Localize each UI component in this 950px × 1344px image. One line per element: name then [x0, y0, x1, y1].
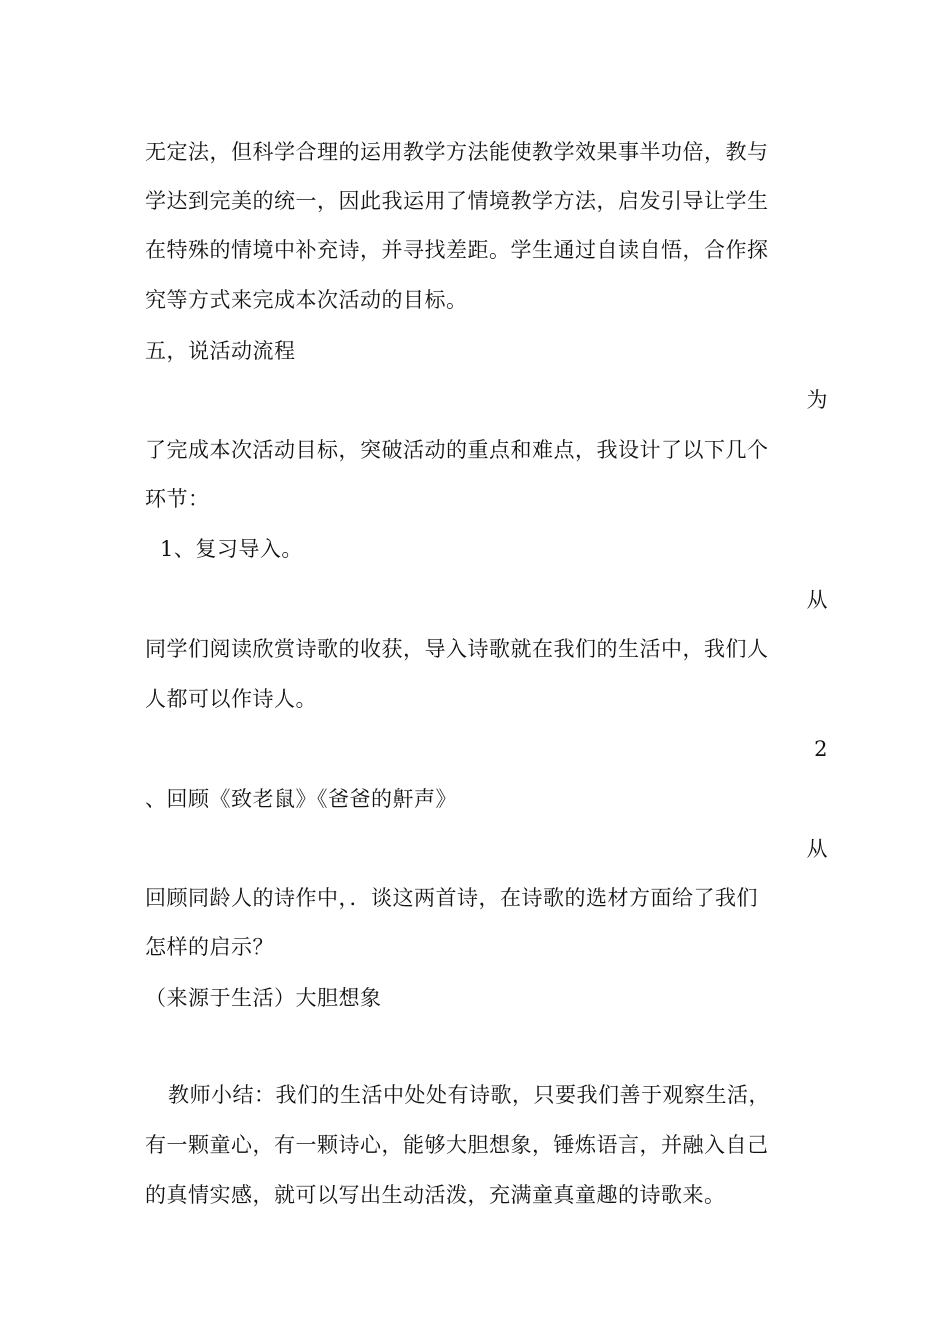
paragraph-line: 同学们阅读欣赏诗歌的收获，导入诗歌就在我们的生活中，我们人 — [145, 637, 769, 661]
summary-line: 的真情实感，就可以写出生动活泼，充满童真童趣的诗歌来。 — [145, 1183, 726, 1207]
section-heading: 五，说活动流程 — [145, 339, 296, 363]
paragraph-line: 无定法，但科学合理的运用教学方法能使教学效果事半功倍，教与 — [145, 140, 769, 164]
paragraph-line: 怎样的启示？ — [145, 935, 274, 959]
note-line: （来源于生活）大胆想象 — [145, 986, 382, 1010]
paragraph-line: 在特殊的情境中补充诗，并寻找差距。学生通过自读自悟，合作探 — [145, 238, 769, 262]
step-title: 1、复习导入。 — [160, 537, 303, 561]
paragraph-lead-char: 为 — [806, 388, 828, 412]
paragraph-lead-char: 从 — [806, 837, 828, 861]
summary-line: 教师小结：我们的生活中处处有诗歌，只要我们善于观察生活， — [168, 1083, 770, 1107]
paragraph-line: 究等方式来完成本次活动的目标。 — [145, 288, 468, 312]
step-title: 、回顾《致老鼠》《爸爸的鼾声》 — [145, 787, 457, 811]
paragraph-line: 人都可以作诗人。 — [145, 687, 317, 711]
paragraph-lead-char: 从 — [806, 588, 828, 612]
paragraph-line: 回顾同龄人的诗作中，．谈这两首诗，在诗歌的选材方面给了我们 — [145, 886, 758, 910]
step-number: 2 — [814, 737, 828, 761]
summary-line: 有一颗童心，有一颗诗心，能够大胆想象，锤炼语言，并融入自己 — [145, 1133, 769, 1157]
paragraph-line: 了完成本次活动目标，突破活动的重点和难点，我设计了以下几个 — [145, 438, 769, 462]
paragraph-line: 环节： — [145, 487, 210, 511]
paragraph-line: 学达到完美的统一，因此我运用了情境教学方法，启发引导让学生 — [145, 189, 769, 213]
